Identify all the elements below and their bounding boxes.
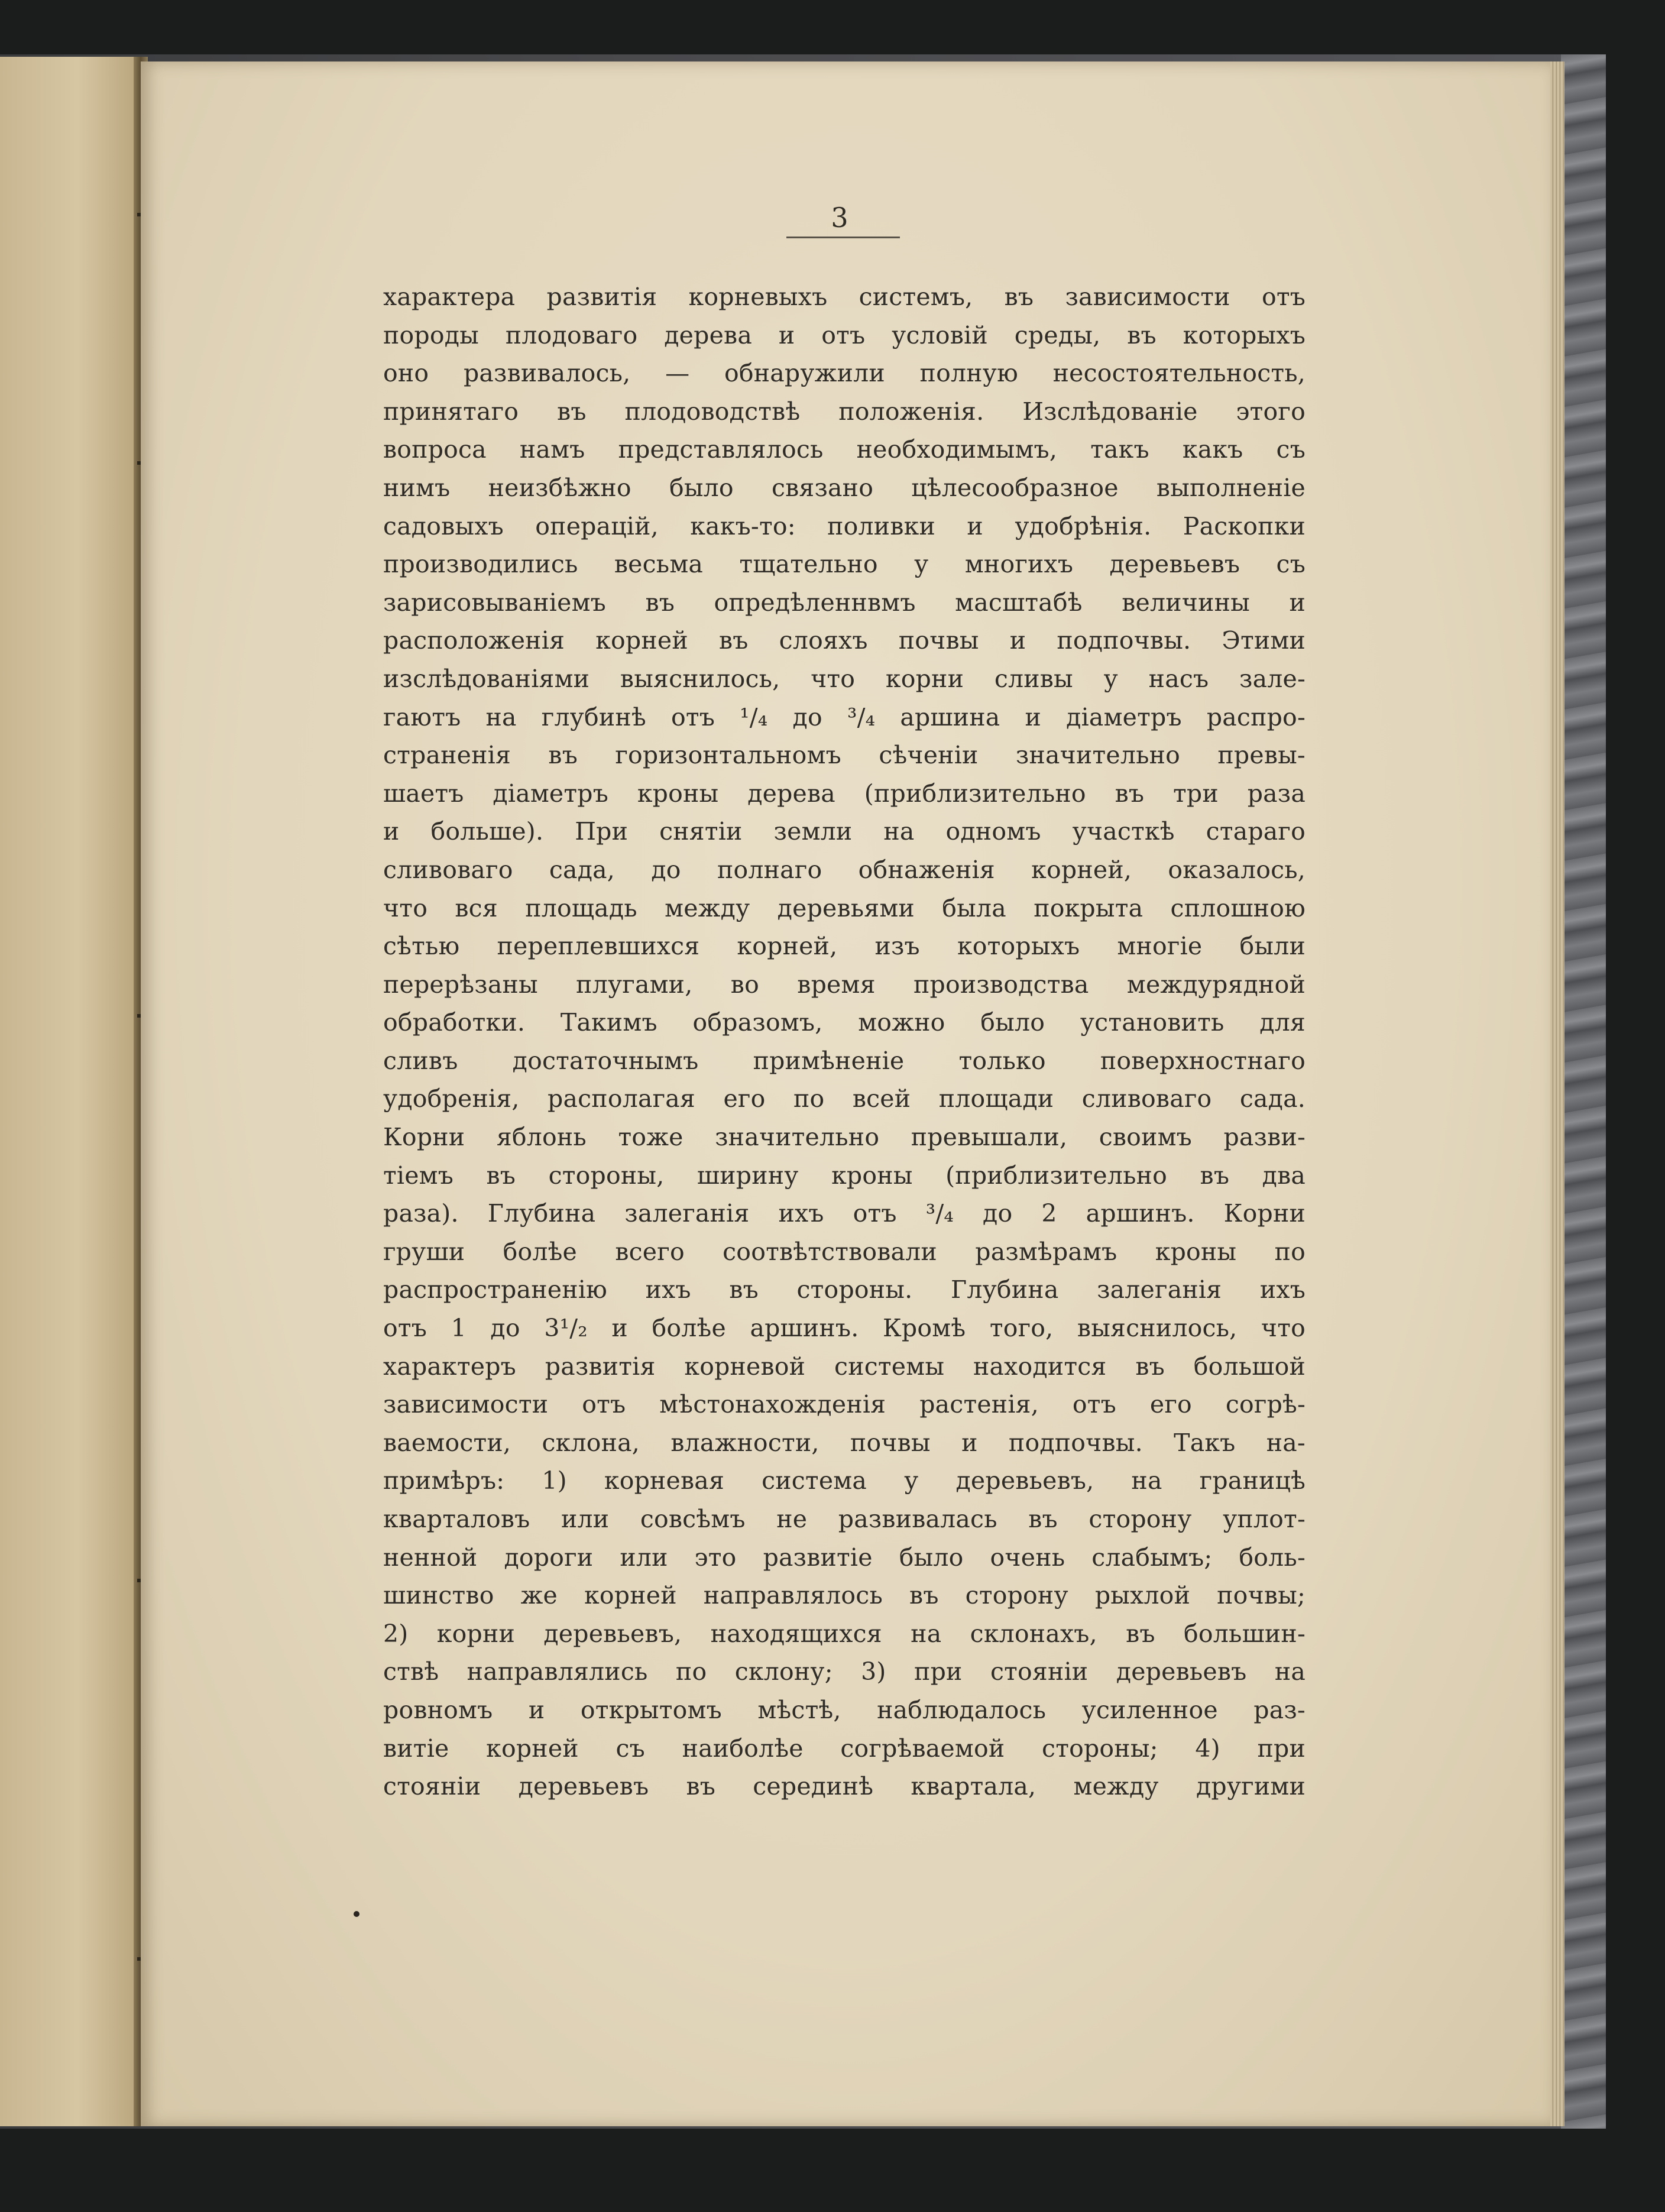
body-text (383, 278, 1306, 1806)
text-line: садовыхъ операцій, какъ-то: поливки и удобрѣнія. Раскопки (383, 511, 1306, 540)
left-page-edge (0, 57, 141, 2126)
text-line: ваемости, склона, влажности, почвы и подпочвы. Такъ на- (383, 1428, 1306, 1457)
text-line: витіе корней съ наиболѣе согрѣваемой стороны; 4) при (383, 1734, 1306, 1763)
text-line: принятаго въ плодоводствѣ положенія. Изслѣдованіе этого (383, 397, 1306, 426)
text-line: сливъ достаточнымъ примѣненіе только поверхностнаго (383, 1046, 1306, 1075)
text-line: что вся площадь между деревьями была покрыта сплошною (383, 893, 1306, 922)
text-line: ровномъ и открытомъ мѣстѣ, наблюдалось усиленное раз- (383, 1695, 1306, 1724)
text-line: страненія въ горизонтальномъ сѣченіи значительно превы- (383, 741, 1306, 770)
text-line: 2) корни деревьевъ, находящихся на склонахъ, въ большин- (383, 1619, 1306, 1648)
ink-speck (354, 1911, 359, 1917)
text-line: нимъ неизбѣжно было связано цѣлесообразное выполненіе (383, 473, 1306, 502)
text-line: сѣтью переплевшихся корней, изъ которыхъ многіе были (383, 932, 1306, 961)
text-line: гаютъ на глубинѣ отъ ¹/₄ до ³/₄ аршина и діаметръ распро- (383, 702, 1306, 731)
text-line: шинство же корней направлялось въ сторону рыхлой почвы; (383, 1581, 1306, 1610)
page-number: 3 (831, 202, 848, 234)
text-line: тіемъ въ стороны, ширину кроны (приблизительно въ два (383, 1161, 1306, 1190)
text-line: примѣръ: 1) корневая система у деревьевъ, на границѣ (383, 1466, 1306, 1495)
text-line: характера развитія корневыхъ системъ, въ зависимости отъ (383, 283, 1306, 311)
text-line: оно развивалось, — обнаружили полную несостоятельность, (383, 359, 1306, 388)
text-line: сливоваго сада, до полнаго обнаженія корней, оказалось, (383, 855, 1306, 884)
text-line: Корни яблонь тоже значительно превышали, своимъ разви- (383, 1123, 1306, 1152)
text-line: груши болѣе всего соотвѣтствовали размѣрамъ кроны по (383, 1237, 1306, 1266)
text-line: шаетъ діаметръ кроны дерева (приблизительно въ три раза (383, 779, 1306, 808)
text-line: вопроса намъ представлялось необходимымъ, такъ какъ съ (383, 435, 1306, 464)
text-line: породы плодоваго дерева и отъ условій среды, въ которыхъ (383, 320, 1306, 349)
text-line: зависимости отъ мѣстонахожденія растенія, отъ его согрѣ- (383, 1390, 1306, 1419)
text-line: производились весьма тщательно у многихъ деревьевъ съ (383, 550, 1306, 579)
text-line: и больше). При снятіи земли на одномъ участкѣ стараго (383, 817, 1306, 846)
text-line: расположенія корней въ слояхъ почвы и подпочвы. Этими (383, 626, 1306, 655)
page-fore-edge (1550, 61, 1564, 2126)
text-line: кварталовъ или совсѣмъ не развивалась въ сторону уплот- (383, 1505, 1306, 1533)
text-line: отъ 1 до 3¹/₂ и болѣе аршинъ. Кромѣ того, выяснилось, что (383, 1314, 1306, 1343)
text-line: зарисовываніемъ въ опредѣленнвмъ масштабѣ величины и (383, 588, 1306, 617)
page-number-rule (786, 237, 900, 238)
marbled-board-edge (1561, 54, 1606, 2129)
text-line: ствѣ направлялись по склону; 3) при стояніи деревьевъ на (383, 1657, 1306, 1686)
text-line: ненной дороги или это развитіе было очень слабымъ; боль- (383, 1543, 1306, 1572)
text-line: характеръ развитія корневой системы находится въ большой (383, 1352, 1306, 1381)
text-line: распространенію ихъ въ стороны. Глубина залеганія ихъ (383, 1275, 1306, 1304)
text-line: раза). Глубина залеганія ихъ отъ ³/₄ до 2 аршинъ. Корни (383, 1199, 1306, 1228)
text-line: удобренія, располагая его по всей площади сливоваго сада. (383, 1084, 1306, 1113)
text-line: изслѣдованіями выяснилось, что корни сливы у насъ зале- (383, 664, 1306, 693)
text-line: обработки. Такимъ образомъ, можно было установить для (383, 1008, 1306, 1037)
text-line: стояніи деревьевъ въ серединѣ квартала, между другими (383, 1772, 1306, 1801)
text-line: перерѣзаны плугами, во время производства междурядной (383, 970, 1306, 999)
